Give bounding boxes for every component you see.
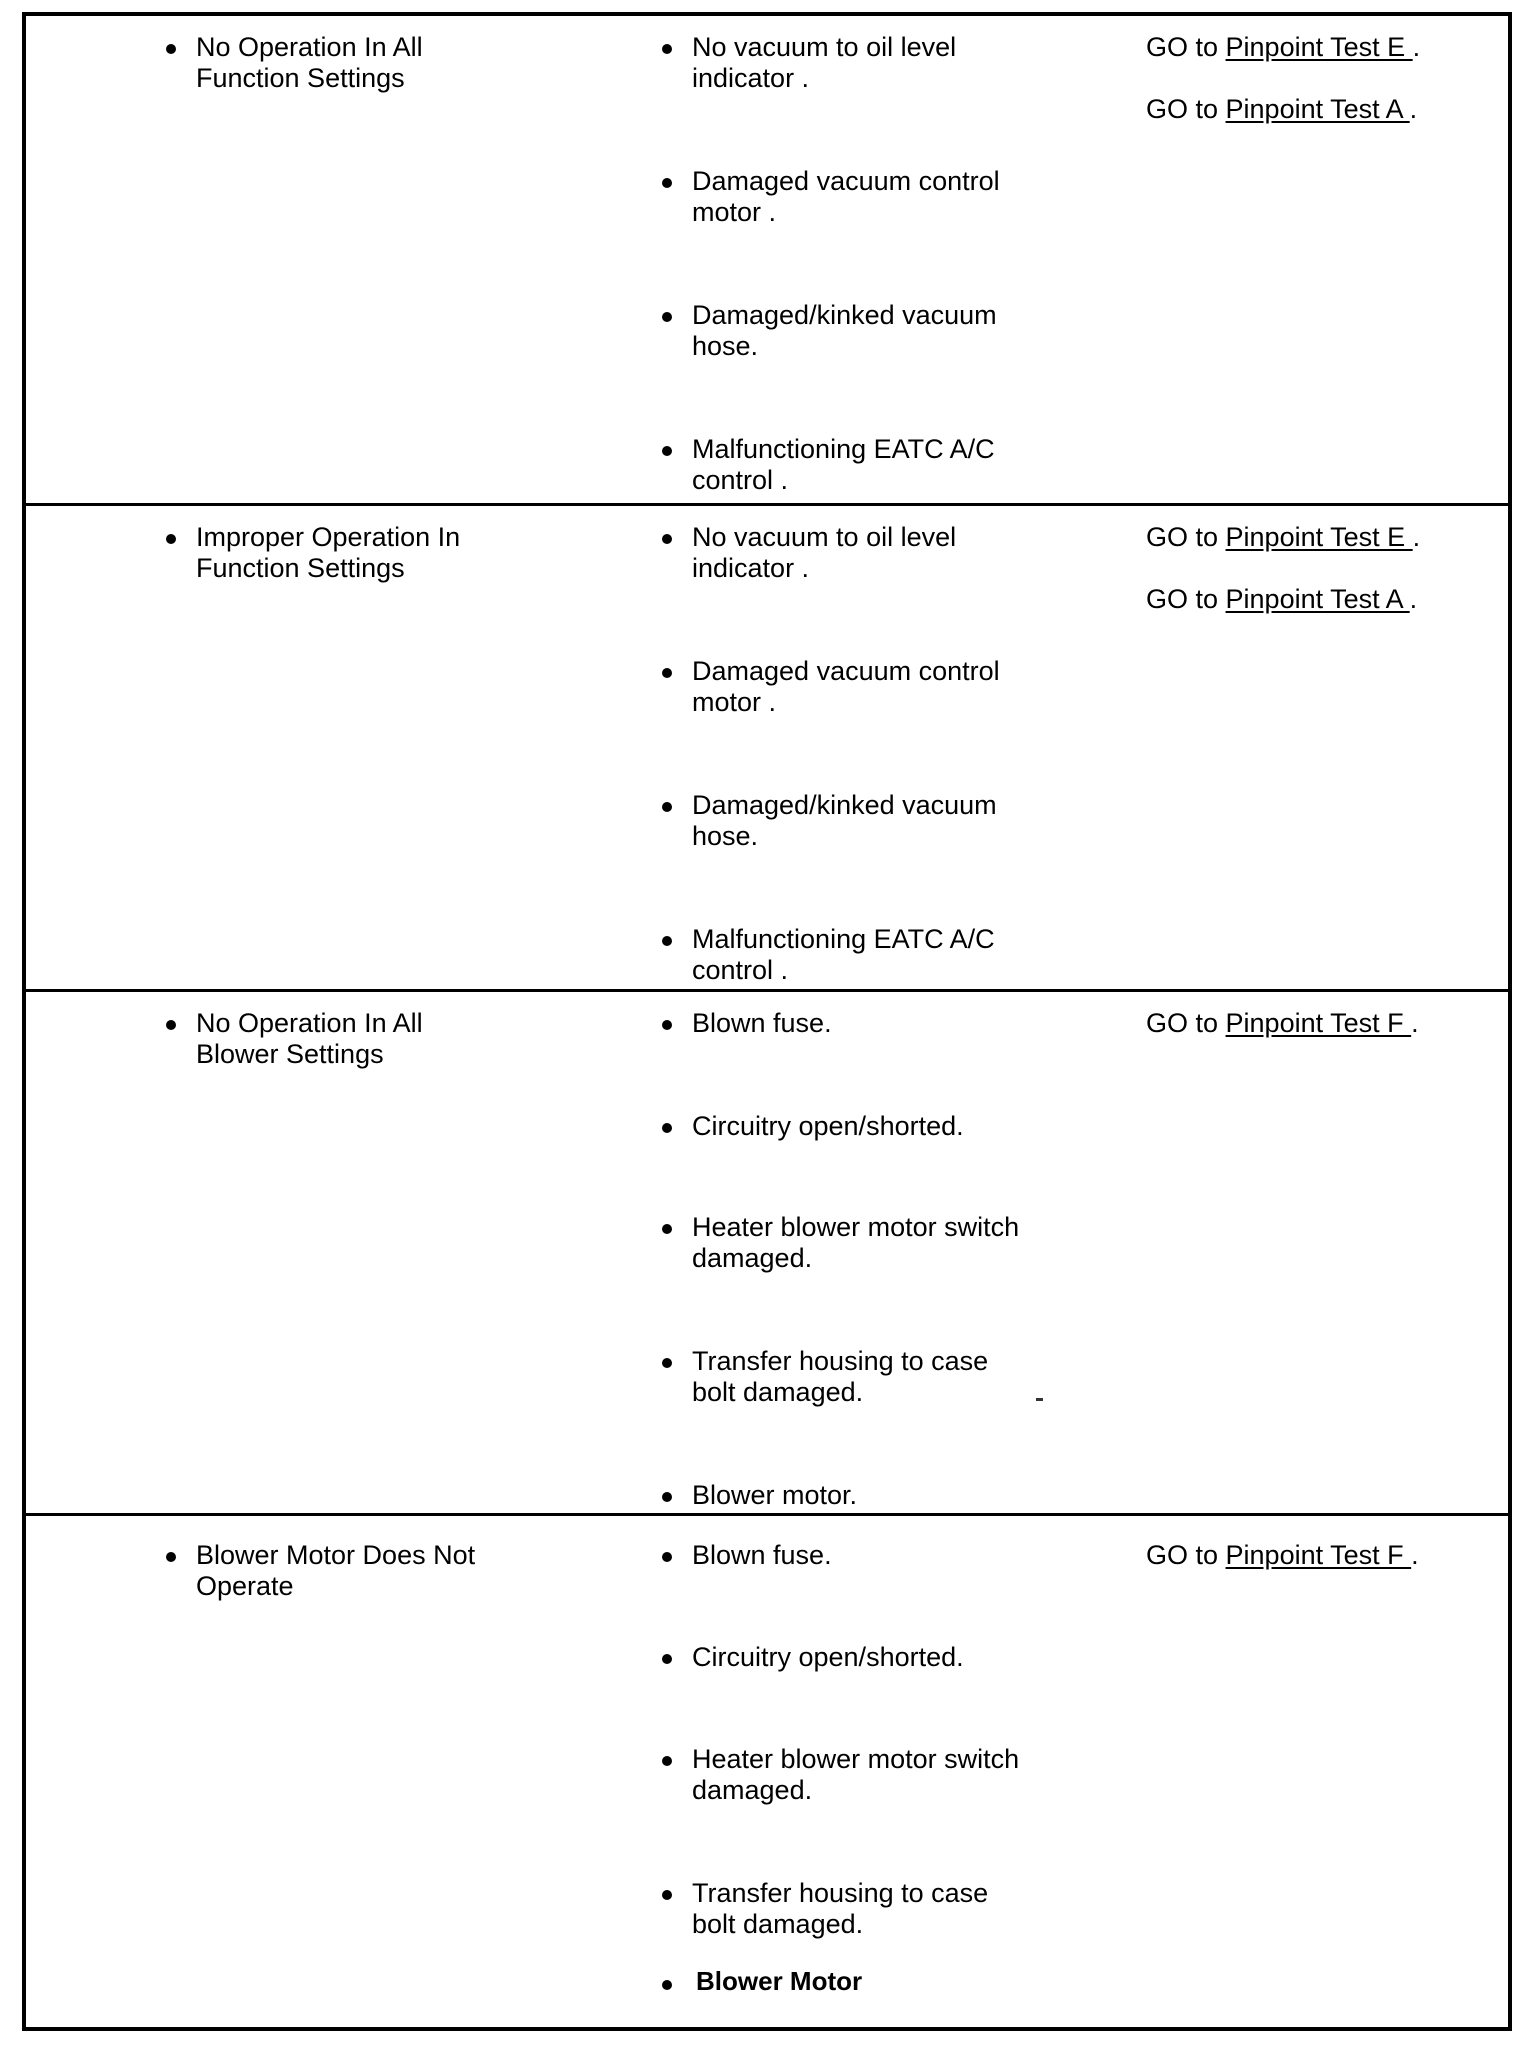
bullet-icon xyxy=(662,1654,672,1664)
cause-text: Blower Motor xyxy=(696,1966,863,1996)
action-line xyxy=(1146,522,1420,553)
bullet-icon xyxy=(662,178,672,188)
bullet-icon xyxy=(662,44,672,54)
action-suffix: . xyxy=(1411,1540,1419,1570)
cause-text: Circuitry open/shorted. xyxy=(692,1111,964,1141)
bullet-icon xyxy=(166,1552,176,1562)
bullet-icon xyxy=(662,1358,672,1368)
bullet-icon xyxy=(662,936,672,946)
cause-text: Heater blower motor switch damaged. xyxy=(692,1212,1020,1273)
symptom-text: Improper Operation In Function Settings xyxy=(196,522,461,583)
action-line xyxy=(1146,1008,1419,1039)
bullet-icon xyxy=(662,1980,672,1990)
action-suffix: . xyxy=(1412,32,1421,62)
bullet-icon xyxy=(662,1552,672,1562)
bullet-icon xyxy=(662,534,672,544)
action-prefix: GO to xyxy=(1146,584,1226,614)
table-row xyxy=(26,1513,1508,2031)
bullet-icon xyxy=(662,312,672,322)
action-suffix: . xyxy=(1409,94,1418,124)
action-prefix: GO to xyxy=(1146,94,1226,124)
action-line xyxy=(1146,94,1417,125)
action-line xyxy=(1146,1540,1419,1571)
cause-text: No vacuum to oil level indicator . xyxy=(692,522,957,583)
action-line xyxy=(1146,32,1420,63)
cause-text: Transfer housing to case bolt damaged. xyxy=(692,1346,989,1407)
action-suffix: . xyxy=(1412,522,1421,552)
diagnosis-table xyxy=(22,12,1512,2031)
bullet-icon xyxy=(662,1890,672,1900)
bullet-icon xyxy=(166,534,176,544)
action-prefix: GO to xyxy=(1146,1008,1226,1038)
cause-text: Circuitry open/shorted. xyxy=(692,1642,964,1672)
cause-text: Malfunctioning EATC A/C control . xyxy=(692,924,995,985)
cause-text: Damaged/kinked vacuum hose. xyxy=(692,790,997,851)
action-prefix: GO to xyxy=(1146,522,1226,552)
action-suffix: . xyxy=(1409,584,1418,614)
table-row xyxy=(26,503,1508,989)
scan-speck xyxy=(1036,1398,1043,1401)
cause-text: Blown fuse. xyxy=(692,1540,832,1570)
bullet-icon xyxy=(662,1020,672,1030)
cause-text: Transfer housing to case bolt damaged. xyxy=(692,1878,989,1939)
cause-text: Damaged vacuum control motor . xyxy=(692,656,1000,717)
bullet-icon xyxy=(662,1492,672,1502)
pinpoint-test-f-link[interactable]: Pinpoint Test F xyxy=(1225,1008,1412,1038)
cause-text: Malfunctioning EATC A/C control . xyxy=(692,434,995,495)
pinpoint-test-e-link[interactable]: Pinpoint Test E xyxy=(1225,32,1413,62)
bullet-icon xyxy=(662,668,672,678)
bullet-icon xyxy=(662,446,672,456)
pinpoint-test-a-link[interactable]: Pinpoint Test A xyxy=(1225,584,1410,614)
bullet-icon xyxy=(662,1756,672,1766)
table-row xyxy=(26,16,1508,504)
pinpoint-test-a-link[interactable]: Pinpoint Test A xyxy=(1225,94,1410,124)
bullet-icon xyxy=(166,44,176,54)
cause-text: Blown fuse. xyxy=(692,1008,832,1038)
table-row xyxy=(26,989,1508,1513)
symptom-text: No Operation In All Blower Settings xyxy=(196,1008,423,1069)
cause-text: Damaged/kinked vacuum hose. xyxy=(692,300,997,361)
action-suffix: . xyxy=(1411,1008,1419,1038)
cause-text: Blower motor. xyxy=(692,1480,858,1510)
action-prefix: GO to xyxy=(1146,1540,1226,1570)
cause-text: No vacuum to oil level indicator . xyxy=(692,32,957,93)
bullet-icon xyxy=(662,1224,672,1234)
bullet-icon xyxy=(662,802,672,812)
pinpoint-test-f-link[interactable]: Pinpoint Test F xyxy=(1225,1540,1412,1570)
cause-text: Damaged vacuum control motor . xyxy=(692,166,1000,227)
cause-text: Heater blower motor switch damaged. xyxy=(692,1744,1020,1805)
symptom-text: No Operation In All Function Settings xyxy=(196,32,423,93)
action-line xyxy=(1146,584,1417,615)
pinpoint-test-e-link[interactable]: Pinpoint Test E xyxy=(1225,522,1413,552)
symptom-text: Blower Motor Does Not Operate xyxy=(196,1540,476,1601)
bullet-icon xyxy=(662,1123,672,1133)
bullet-icon xyxy=(166,1020,176,1030)
action-prefix: GO to xyxy=(1146,32,1226,62)
